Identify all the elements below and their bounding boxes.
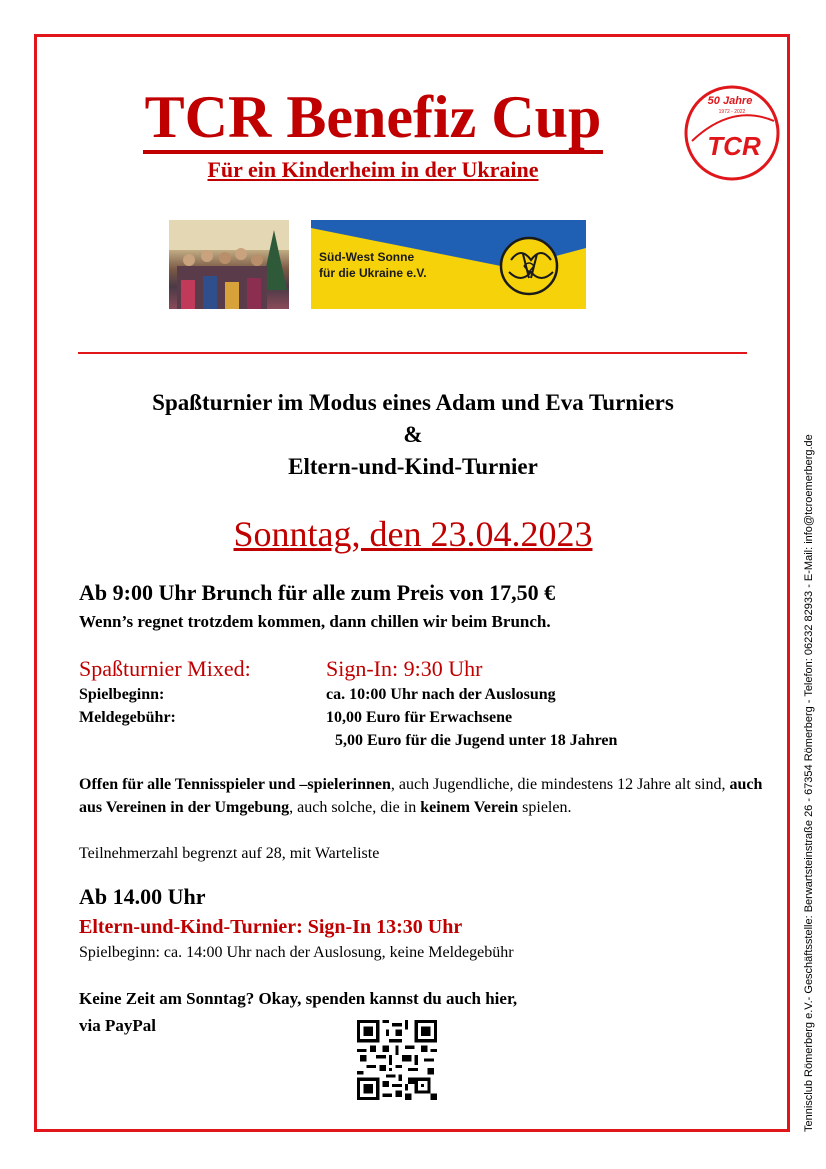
mixed-signin: Sign-In: 9:30 Uhr	[326, 656, 483, 681]
donate-line-1: Keine Zeit am Sonntag? Okay, spenden kannst du auch hier,	[79, 989, 518, 1008]
sponsor-line-1: Süd-West Sonne	[319, 250, 415, 264]
open-text-3: spielen.	[518, 799, 572, 816]
open-bold-3: keinem Verein	[420, 799, 519, 816]
mixed-start-label: Spielbeginn:	[79, 686, 165, 703]
divider	[78, 352, 747, 354]
logo-anniversary-text: 50 Jahre	[707, 95, 753, 107]
club-contact-sidebar: Tennisclub Römerberg e.V.- Geschäftsstelle: Berwartsteinstraße 26 - 67354 Römerberg - Telefon: 06232 82933 - E-Mail: info@tcroemerberg.de	[803, 434, 815, 1132]
mixed-label: Spaßturnier Mixed:	[79, 656, 251, 681]
mixed-fee-youth: 5,00 Euro für die Jugend unter 18 Jahren	[335, 732, 618, 749]
mixed-start-value: ca. 10:00 Uhr nach der Auslosung	[326, 686, 556, 703]
paypal-qr-code[interactable]	[357, 1020, 437, 1100]
family-details: Spielbeginn: ca. 14:00 Uhr nach der Auslosung, keine Meldegebühr	[79, 944, 514, 961]
sponsor-line-2: für die Ukraine e.V.	[319, 266, 427, 280]
sponsor-banner	[311, 220, 586, 309]
mixed-fee-adults: 10,00 Euro für Erwachsene	[326, 709, 513, 726]
intro-line-1: Spaßturnier im Modus eines Adam und Eva Turniers	[152, 390, 674, 415]
participant-limit: Teilnehmerzahl begrenzt auf 28, mit Warteliste	[79, 845, 380, 862]
open-bold-2: auch aus Vereinen in der Umgebung	[79, 776, 763, 816]
open-paragraph	[79, 773, 769, 819]
family-title: Eltern-und-Kind-Turnier: Sign-In 13:30 Uhr	[79, 916, 463, 938]
logo-letters: TCR	[707, 131, 761, 161]
open-bold-1: Offen für alle Tennisspieler und –spielerinnen	[79, 776, 391, 793]
page-subtitle: Für ein Kinderheim in der Ukraine	[207, 157, 539, 182]
event-date: Sonntag, den 23.04.2023	[233, 514, 593, 554]
intro-ampersand: &	[403, 422, 423, 447]
children-photo	[169, 220, 289, 309]
open-text-2: , auch solche, die in	[289, 799, 421, 816]
intro-line-3: Eltern-und-Kind-Turnier	[288, 454, 538, 479]
family-time: Ab 14.00 Uhr	[79, 884, 206, 909]
brunch-note: Wenn’s regnet trotzdem kommen, dann chillen wir beim Brunch.	[79, 612, 551, 631]
donate-text	[79, 985, 517, 1039]
mixed-fee-label: Meldegebühr:	[79, 709, 176, 726]
brunch-headline: Ab 9:00 Uhr Brunch für alle zum Preis von 17,50 €	[79, 580, 556, 605]
logo-years-text: 1972 - 2022	[718, 109, 746, 115]
open-text-1: , auch Jugendliche, die mindestens 12 Jahre alt sind,	[390, 776, 730, 793]
page-title: TCR Benefiz Cup	[0, 82, 746, 152]
donate-line-2: via PayPal	[79, 1016, 156, 1035]
sponsor-name	[319, 249, 427, 281]
club-logo	[682, 83, 782, 183]
